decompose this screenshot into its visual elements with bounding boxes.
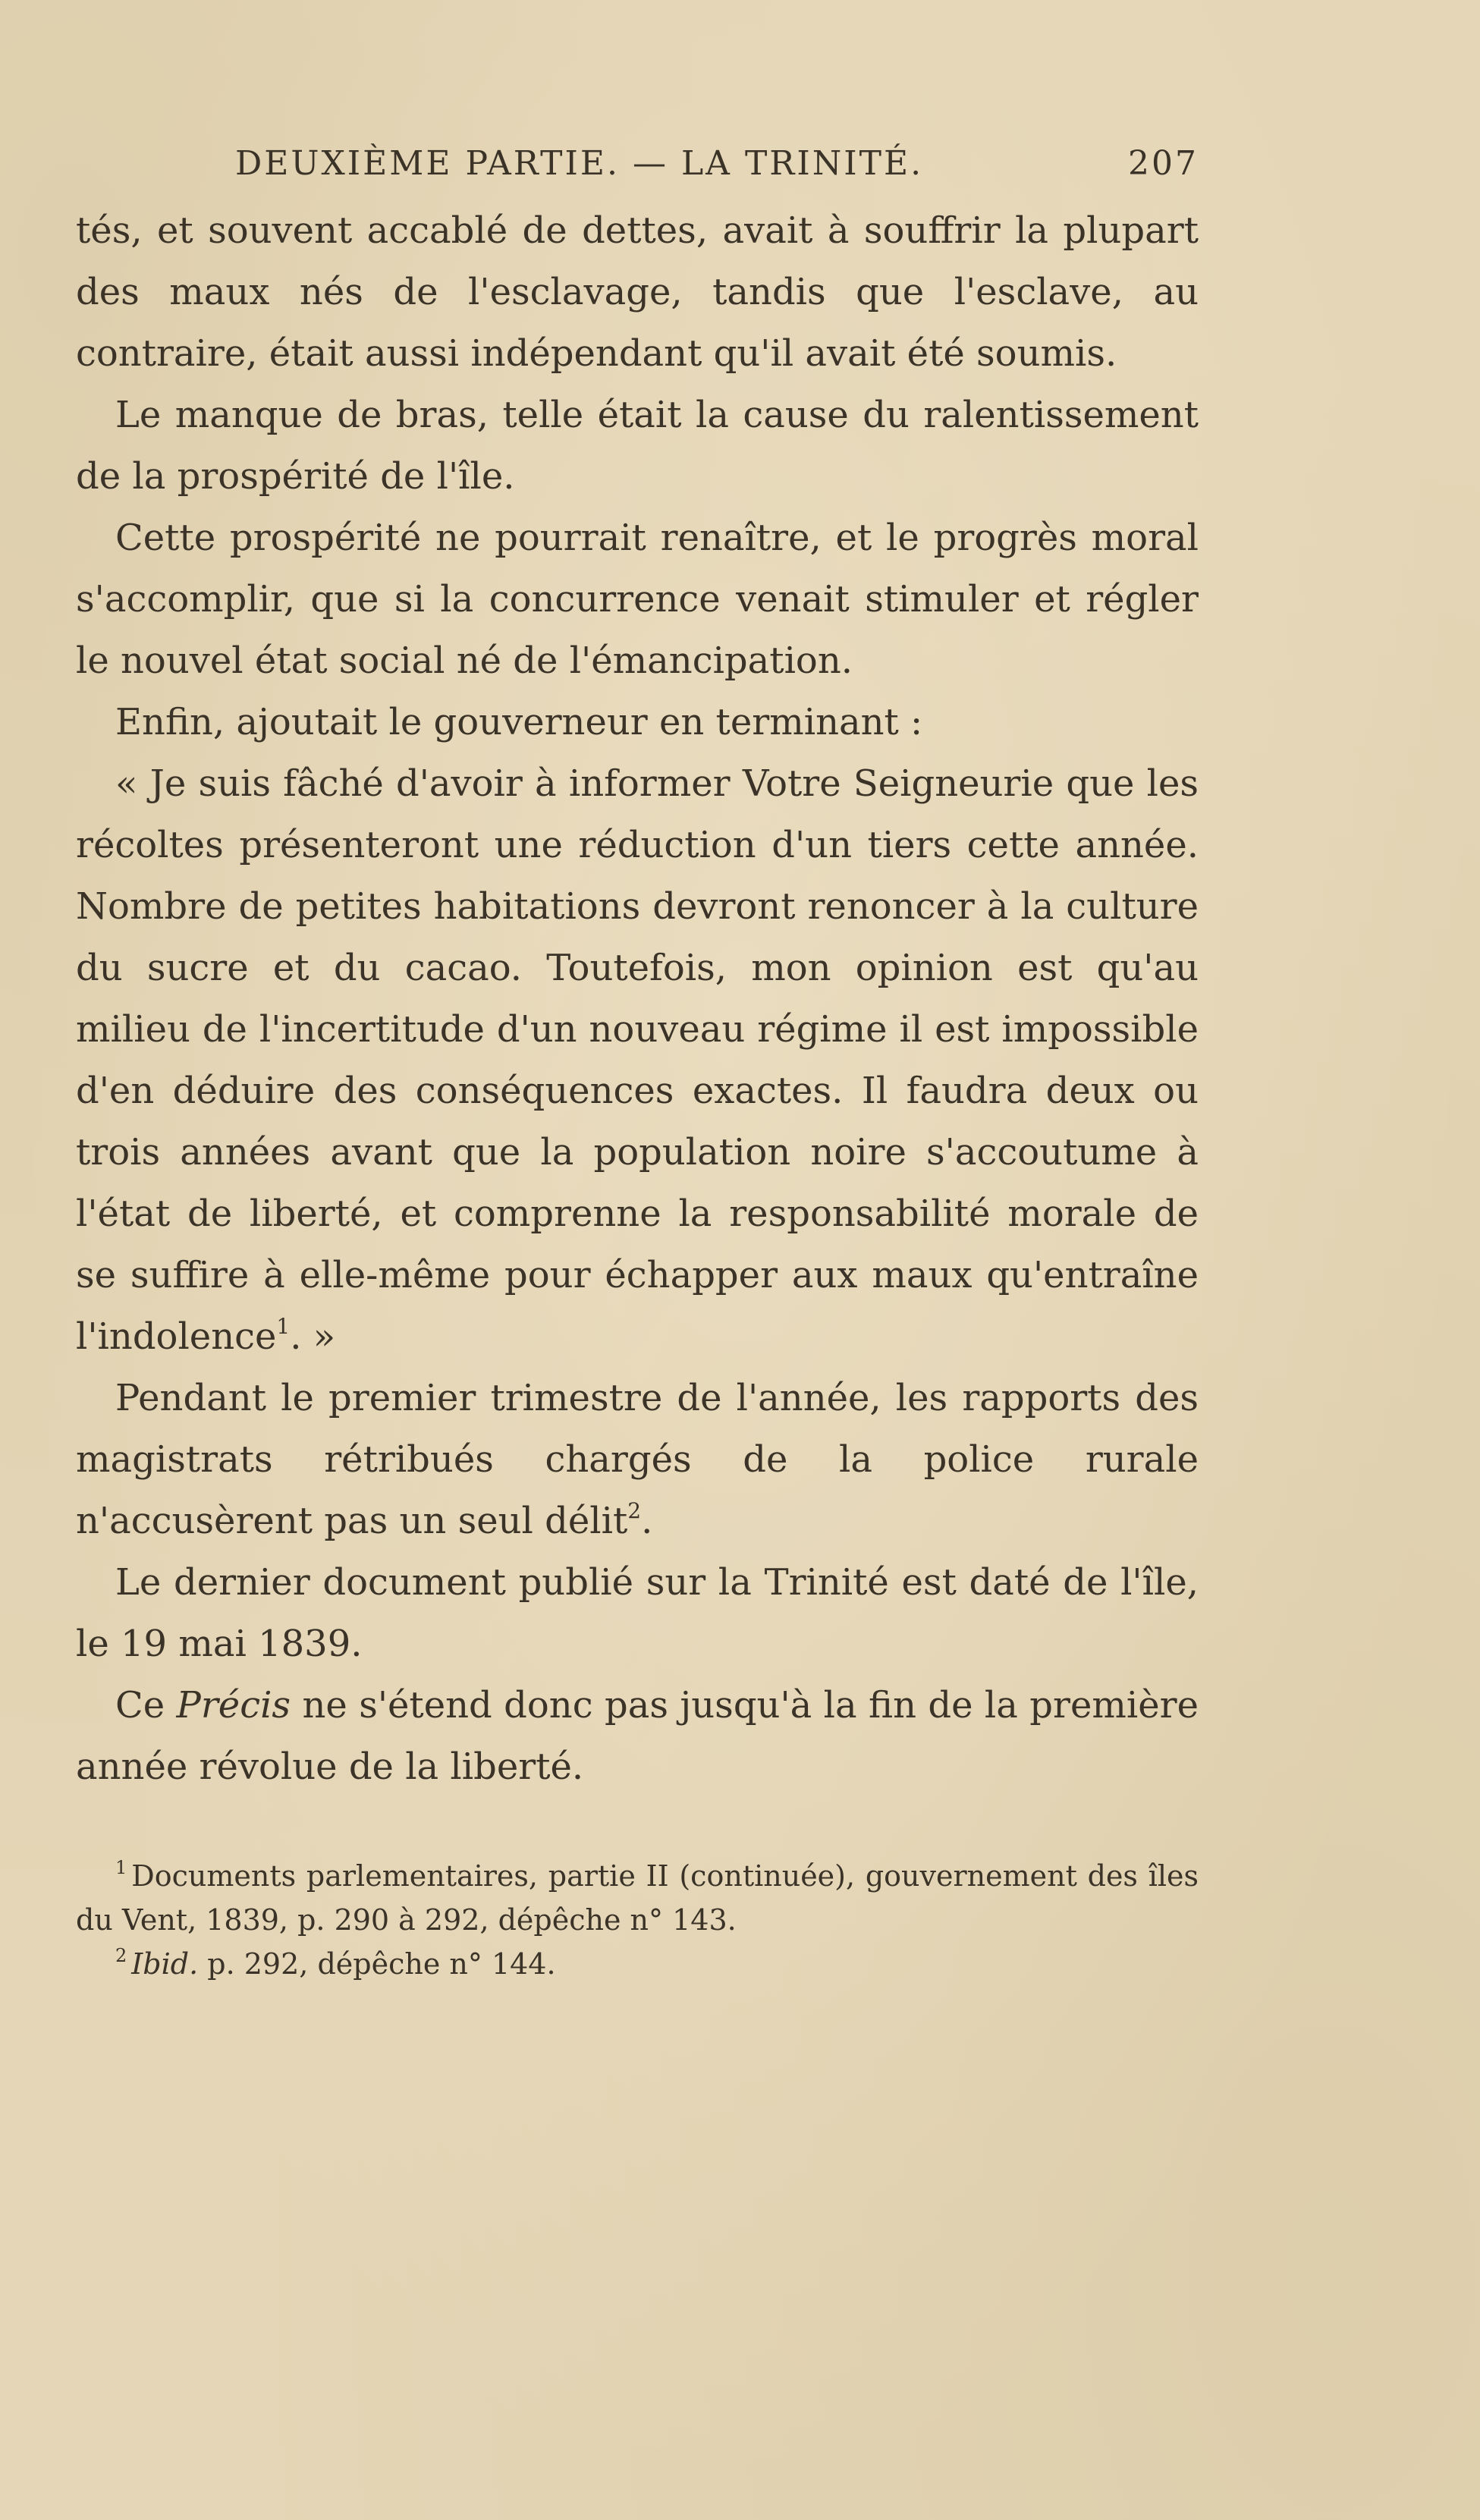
paragraph-7: Le dernier document publié sur la Trinité est daté de l'île, le 19 mai 1839. [76,1561,1199,1665]
paragraph-3: Cette prospérité ne pourrait renaître, et le progrès moral s'accomplir, que si la concurrence venait stimuler et régler le nouvel état social né de l'émancipation. [76,517,1199,682]
page-number: 207 [1128,144,1199,183]
footnote-1-number: 1 [115,1857,127,1878]
footnote-2-ibid: Ibid. [131,1947,199,1981]
paragraph-2: Le manque de bras, telle était la cause du ralentissement de la prospérité de l'île. [76,394,1199,498]
paragraph-8 [76,1675,1199,1798]
footnote-2-text: p. 292, dépêche n° 144. [198,1947,556,1981]
footnote-ref-1[interactable]: 1 [276,1314,291,1339]
paragraph-4: Enfin, ajoutait le gouverneur en terminant : [115,701,923,743]
paragraph-1: tés, et souvent accablé de dettes, avait à souffrir la plupart des maux nés de l'esclavage, tandis que l'esclave, au contraire, était aussi indépendant qu'il avait été soumis. [76,209,1199,375]
precis-italic: Précis [176,1684,291,1727]
paragraph-6-end: . [641,1500,653,1542]
quote-text: « Je suis fâché d'avoir à informer Votre Seigneurie que les récoltes présenteront une réduction d'un tiers cette année. Nombre de petites habitations devront renoncer à la culture du sucre et du cacao. Toutefois, mon opinion est qu'au milieu de l'incertitude d'un nouveau régime il est impossible d'en déduire des conséquences exactes. Il faudra deux ou trois années avant que la population noire s'accoutume à l'état de liberté, et comprenne la responsabilité morale de se suffire à elle-même pour échapper aux maux qu'entraîne l'indolence [76,762,1199,1358]
paragraph-8-pre: Ce [115,1684,177,1727]
text-block [76,144,1199,1986]
paragraph-6-text: Pendant le premier trimestre de l'année, les rapports des magistrats rétribués chargés de la police rurale n'accusèrent pas un seul délit [76,1377,1199,1542]
footnote-1-text: Documents parlementaires, partie II (continuée), gouvernement des îles du Vent, 1839, p. 290 à 292, dépêche n° 143. [76,1859,1199,1937]
footnotes [76,1854,1199,1986]
body-text [76,200,1199,1798]
paragraph-5-quote [76,753,1199,1368]
footnote-1 [76,1854,1199,1942]
quote-end: . » [290,1315,336,1358]
footnote-2-number: 2 [115,1945,127,1966]
running-head [76,144,1199,197]
footnote-2 [76,1942,1199,1986]
paragraph-6 [76,1368,1199,1552]
running-head-title: DEUXIÈME PARTIE. — LA TRINITÉ. [235,144,924,183]
footnote-ref-2[interactable]: 2 [627,1498,642,1523]
paragraph-8-post: ne s'étend donc pas jusqu'à la fin de la première année révolue de la liberté. [76,1684,1199,1788]
